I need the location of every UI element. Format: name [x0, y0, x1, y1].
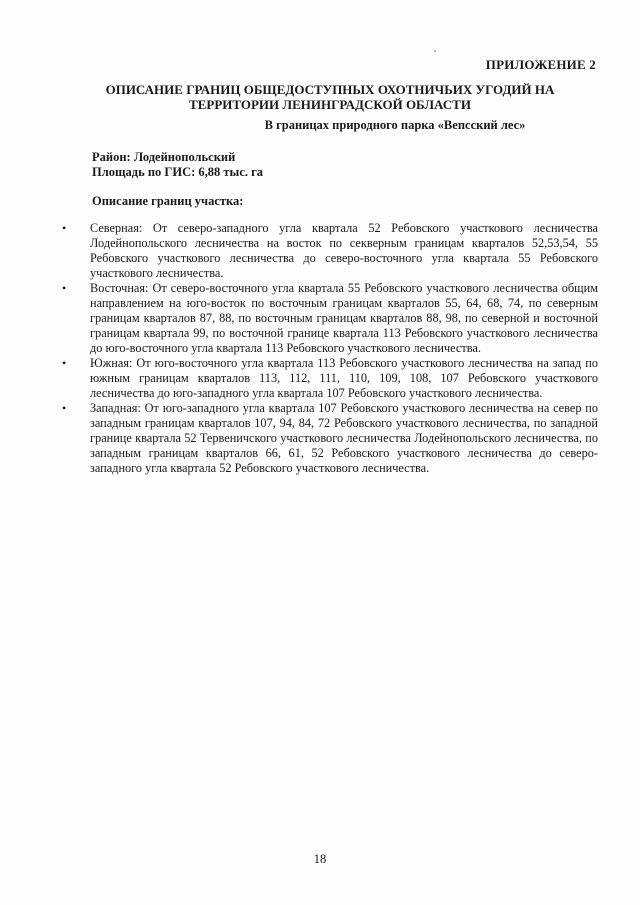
boundary-text: Западная: От юго-западного угла квартала 107 Ребовского участкового лесничества на север по западным границам кварталов 107, 94, 84, 72 Ребовского участкового лесничества, по западной границе квартала 52 Тервеничского участкового лесничества Лодейнопольского лесничества, по западным границам кварталов 66, 61, 52 Ребовского участкового лесничества до северо-западного угла квартала 52 Ребовского участкового лесничества.: [90, 401, 598, 475]
title-line-1: ОПИСАНИЕ ГРАНИЦ ОБЩЕДОСТУПНЫХ ОХОТНИЧЬИХ УГОДИЙ НА: [105, 82, 555, 97]
boundary-south: [62, 356, 598, 401]
district-label: Район: Лодейнопольский: [92, 150, 236, 164]
area-info: [92, 150, 263, 180]
document-title: [90, 82, 570, 112]
scan-dot: [434, 50, 436, 52]
appendix-label: ПРИЛОЖЕНИЕ 2: [485, 57, 596, 72]
title-line-2: ТЕРРИТОРИИ ЛЕНИНГРАДСКОЙ ОБЛАСТИ: [189, 97, 471, 112]
boundary-east: [62, 281, 598, 356]
boundary-north: [62, 221, 598, 281]
bullet-icon: •: [62, 356, 67, 370]
section-heading: Описание границ участка:: [92, 194, 244, 208]
boundary-text: Северная: От северо-западного угла квартала 52 Ребовского участкового лесничества Лодейнопольского лесничества на восток по секверным границам кварталов 52,53,54, 55 Ребовского участкового лесничества до северо-восточного угла квартала 55 Ребовского участкового лесничества.: [90, 221, 598, 280]
bullet-icon: •: [62, 221, 67, 235]
boundary-text: Восточная: От северо-восточного угла квартала 55 Ребовского участкового лесничества общим направлением на юго-восток по восточным границам кварталов 55, 64, 68, 74, по северным границам кварталов 87, 88, по восточным границам кварталов 88, 98, по северной и восточной границам квартала 99, по восточной границе квартала 113 Ребовского участкового лесничества до юго-восточного угла квартала 113 Ребовского участкового лесничества.: [90, 281, 598, 355]
bullet-icon: •: [62, 401, 67, 415]
boundary-text: Южная: От юго-восточного угла квартала 113 Ребовского участкового лесничества на запад по южным границам кварталов 113, 112, 111, 110, 109, 108, 107 Ребовского участкового лесничества до юго-западного угла квартала 107 Ребовского участкового лесничества.: [90, 356, 598, 400]
page-number: 18: [313, 852, 327, 866]
boundary-west: [62, 401, 598, 476]
gis-area-label: Площадь по ГИС: 6,88 тыс. га: [92, 165, 264, 179]
document-subtitle: В границах природного парка «Вепсский лес»: [264, 118, 526, 132]
bullet-icon: •: [62, 281, 67, 295]
boundary-list: [62, 221, 598, 476]
